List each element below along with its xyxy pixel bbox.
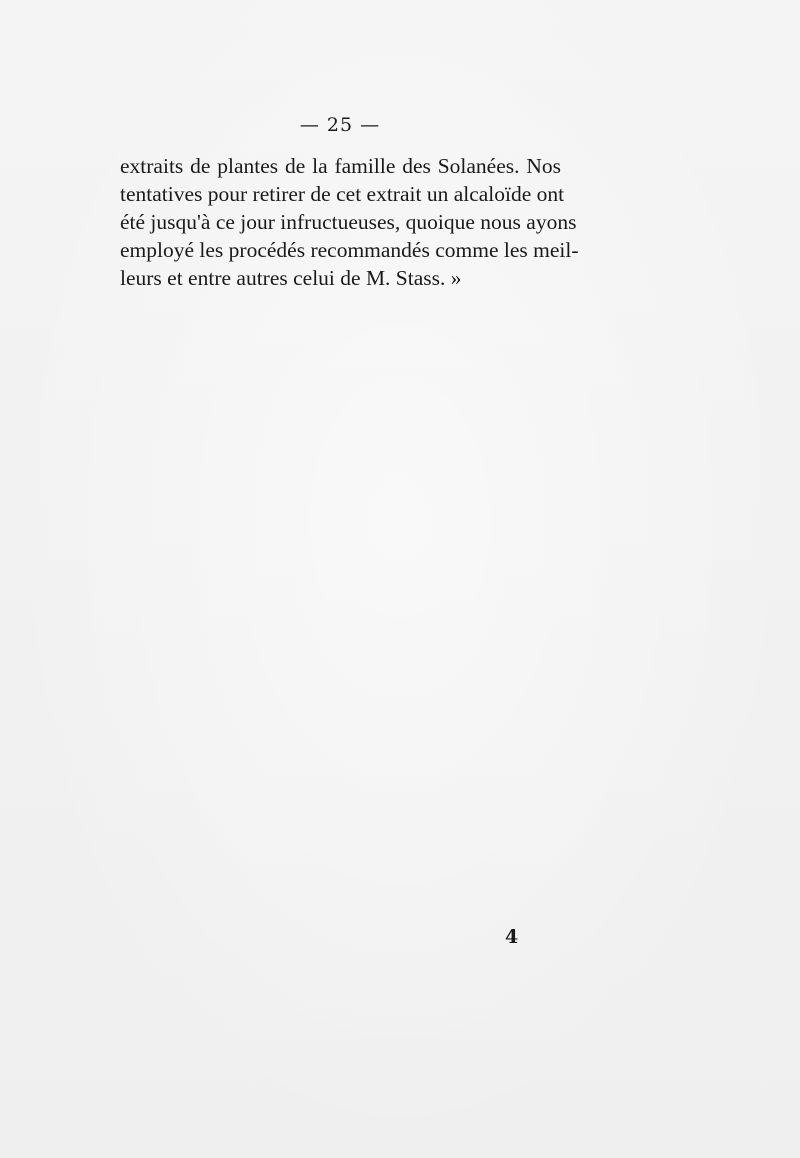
body-paragraph [120,152,579,292]
signature-mark: 4 [505,926,519,948]
text-line: extraits de plantes de la famille des Solanées. Nos [120,154,561,178]
text-line: tentatives pour retirer de cet extrait un alcaloïde ont [120,182,565,206]
text-line: employé les procédés recommandés comme les meil- [120,238,579,262]
page-number: — 25 — [299,114,381,136]
text-line: leurs et entre autres celui de M. Stass. » [120,266,462,290]
text-line: été jusqu'à ce jour infructueuses, quoique nous ayons [120,210,577,234]
